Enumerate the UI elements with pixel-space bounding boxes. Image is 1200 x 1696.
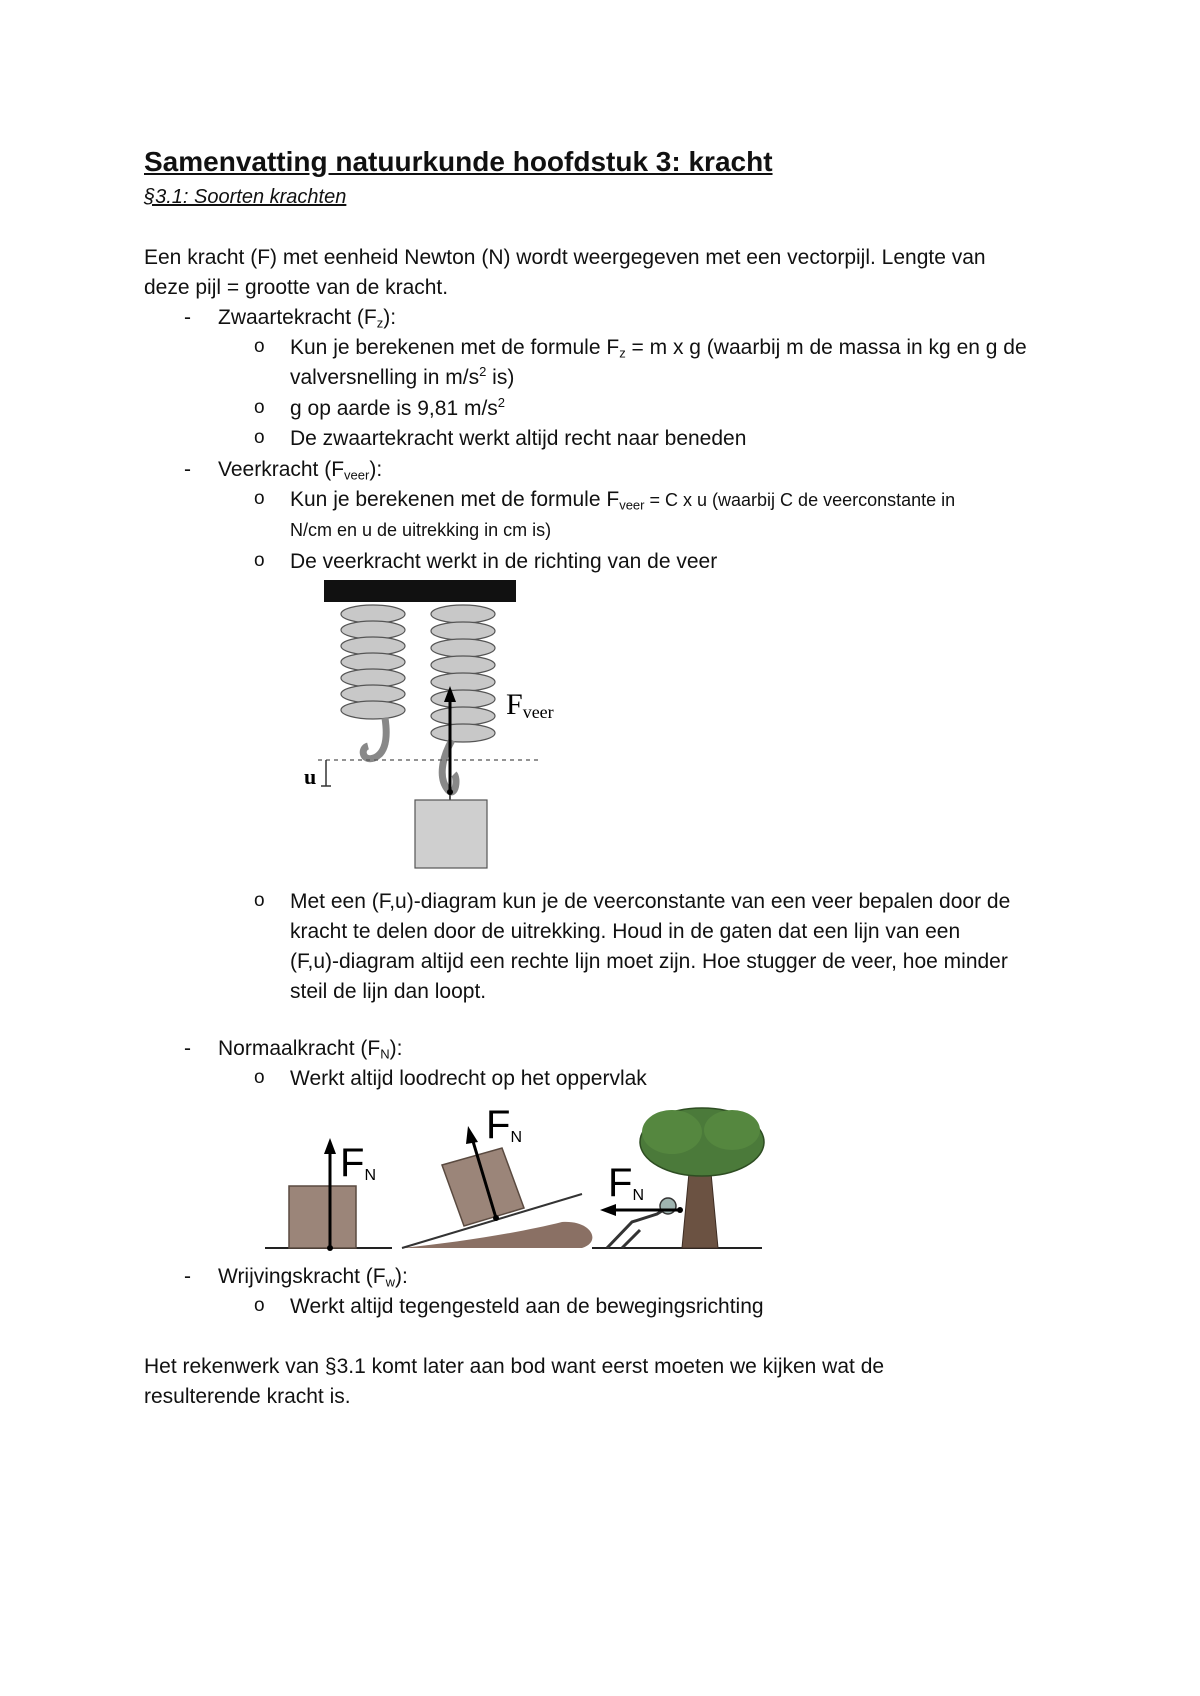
right-spring [431,605,495,792]
fn-label-2: FN [486,1103,522,1147]
fveer-label: Fveer [506,688,554,722]
list-bullet: o [254,397,265,418]
fu-diagram-line-3: (F,u)-diagram altijd een rechte lijn moet zijn. Hoe stugger de veer, hoe minder [290,950,1008,973]
veerkracht-formula-cont: N/cm en u de uitrekking in cm is) [290,520,552,540]
list-bullet: o [254,1295,265,1316]
fu-diagram-line-4: steil de lijn dan loopt. [290,980,487,1003]
zwaartekracht-direction: De zwaartekracht werkt altijd recht naar beneden [290,427,747,450]
weight-block [415,800,487,868]
left-spring [341,605,405,759]
normaalkracht-rule: Werkt altijd loodrecht op het oppervlak [290,1067,647,1090]
u-label: u [304,764,317,789]
wrijvingskracht-rule: Werkt altijd tegengesteld aan de bewegingsrichting [290,1295,764,1318]
list-bullet: o [254,1067,265,1088]
list-dash: - [184,306,191,329]
list-bullet: o [254,427,265,448]
list-bullet: o [254,488,265,509]
list-dash: - [184,458,191,481]
veerkracht-formula: Kun je berekenen met de formule $F_{veer} = C$ x u (waarbij C de veerconstante in [290,488,956,513]
spring-figure [290,578,590,870]
fn-label-1: FN [340,1141,376,1185]
list-bullet: o [254,550,265,571]
zwaartekracht-heading: Zwaartekracht $(F_z)$: [218,306,397,331]
block-on-floor [265,1138,392,1251]
veerkracht-heading: Veerkracht $(F_{veer})$: [218,458,383,483]
fu-diagram-line-2: kracht te delen door de uitrekking. Houd in de gaten dat een lijn van een [290,920,961,943]
outro-line-2: resulterende kracht is. [144,1385,351,1408]
page-title: Samenvatting natuurkunde hoofdstuk 3: kracht [144,146,773,177]
ceiling-bar [324,580,516,602]
zwaartekracht-formula-cont: valversnelling in $m/s^2$ is) [290,364,515,389]
list-bullet: o [254,336,265,357]
outro-line-1: Het rekenwerk van §3.1 komt later aan bod want eerst moeten we kijken wat de [144,1355,885,1378]
normaalkracht-heading: Normaalkracht $(F_N)$: [218,1037,403,1062]
fn-label-3: FN [608,1161,644,1205]
list-bullet: o [254,890,265,911]
section-heading: §3.1: Soorten krachten [144,186,347,208]
block-on-slope [402,1103,592,1248]
intro-line-1: Een kracht (F) met eenheid Newton (N) wordt weergegeven met een vectorpijl. Lengte van [144,246,986,269]
wrijvingskracht-heading: Wrijvingskracht $(F_w)$: [218,1265,408,1290]
normal-force-figure [262,1102,782,1252]
zwaartekracht-formula: Kun je berekenen met de formule $F_z = m$ x g (waarbij m de massa in kg en g de [290,336,1027,361]
zwaartekracht-g-value: g op aarde is 9,81 $m/s^2$ [290,395,506,420]
person-pushing-tree [592,1108,764,1248]
fu-diagram-line-1: Met een (F,u)-diagram kun je de veerconstante van een veer bepalen door de [290,890,1011,913]
intro-line-2: deze pijl = grootte van de kracht. [144,276,449,299]
list-dash: - [184,1265,191,1288]
veerkracht-direction: De veerkracht werkt in de richting van de veer [290,550,718,573]
list-dash: - [184,1037,191,1060]
